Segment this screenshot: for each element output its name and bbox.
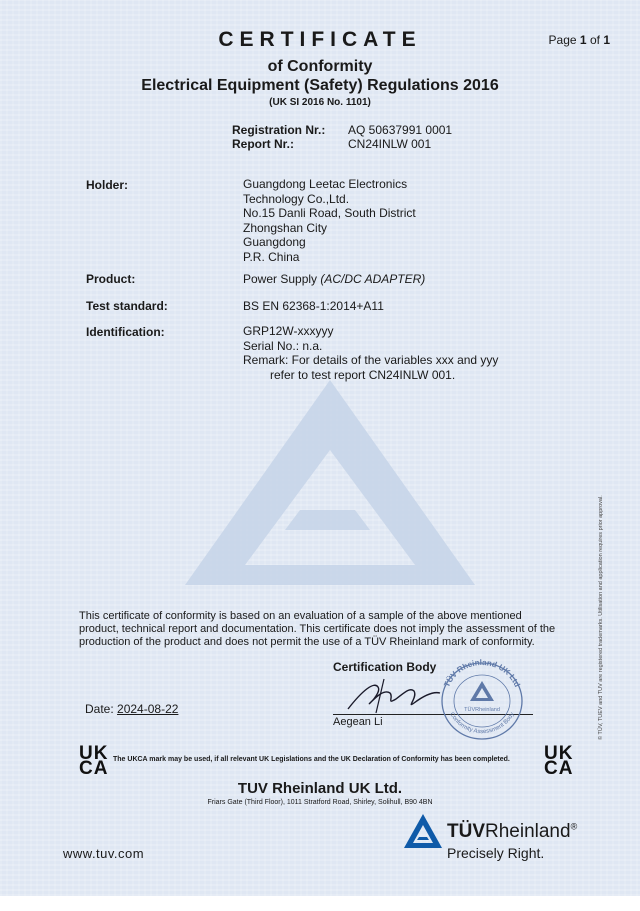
product-name: Power Supply [243, 272, 318, 286]
ukca-mark-top: UK [79, 743, 109, 764]
product-label: Product: [86, 272, 136, 286]
registration-value: AQ 50637991 0001 [348, 123, 453, 137]
subtitle-si-number: (UK SI 2016 No. 1101) [269, 97, 371, 108]
holder-label: Holder: [86, 178, 128, 192]
registration-label: Registration Nr.: [232, 123, 326, 137]
report-label: Report Nr.: [232, 137, 295, 151]
identification-line: refer to test report CN24INLW 001. [270, 367, 456, 382]
brand-registered: ® [570, 821, 578, 832]
date-label: Date: [85, 702, 114, 716]
stamp-bottom-text: Conformity Assessment Body [448, 711, 516, 736]
signer-name: Aegean Li [333, 716, 383, 728]
holder-line: Technology Co.,Ltd. [243, 191, 350, 206]
tuv-brand-wordmark [447, 821, 577, 843]
identification-line: Remark: For details of the variables xxx and yyy [243, 353, 499, 367]
subtitle-conformity: of Conformity [267, 58, 373, 75]
identification-block [243, 324, 498, 382]
report-value: CN24INLW 001 [348, 137, 432, 151]
trademark-note: © TÜV, TUEV and TUV are registered trademarks. Utilisation and application requires prior approval. [598, 495, 604, 740]
issuer-address: Friars Gate (Third Floor), 1011 Stratford Road, Shirley, Solihull, B90 4BN [207, 799, 433, 806]
product-value [243, 272, 425, 286]
page-indicator [549, 33, 610, 47]
bottom-margin [0, 896, 640, 911]
test-standard-label: Test standard: [86, 299, 168, 313]
certification-stamp [434, 657, 530, 741]
brand-slogan: Precisely Right. [447, 845, 545, 861]
page-current: 1 [579, 33, 587, 47]
certification-body-label: Certification Body [333, 660, 437, 674]
identification-line: Serial No.: n.a. [243, 338, 323, 353]
holder-line: Guangdong Leetac Electronics [243, 177, 408, 191]
date-field [85, 702, 178, 716]
product-type: (AC/DC ADAPTER) [320, 272, 426, 286]
ukca-note: The UKCA mark may be used, if all relevant UK Legislations and the UK Declaration of Conformity has been completed. [113, 756, 510, 763]
brand-rest: Rheinland [485, 821, 571, 842]
stamp-top-text: TÜV Rheinland UK Ltd [442, 657, 522, 689]
subtitle-regulations: Electrical Equipment (Safety) Regulations 2016 [141, 77, 499, 94]
page-label: Page [548, 33, 577, 47]
ukca-mark-left-icon [79, 743, 109, 779]
stamp-mid-text: TÜVRheinland [464, 707, 500, 713]
holder-line: Zhongshan City [243, 220, 328, 235]
page-total: 1 [603, 33, 610, 47]
website-link[interactable]: www.tuv.com [63, 846, 145, 861]
ukca-mark-bottom: CA [544, 758, 574, 779]
tuv-logo-triangle-icon [403, 813, 443, 849]
certificate-title: CERTIFICATE [218, 28, 422, 51]
identification-line: GRP12W-xxxyyy [243, 324, 334, 338]
holder-line: Guangdong [243, 235, 306, 249]
page-of: of [589, 33, 600, 47]
test-standard-value: BS EN 62368-1:2014+A11 [243, 299, 384, 313]
ukca-mark-bottom: CA [79, 758, 109, 779]
conformity-statement: This certificate of conformity is based on an evaluation of a sample of the above mentioned product, technical report and documentation. This certificate does not imply the assessment of the production of the product and does not permit the use of a TÜV Rheinland mark of conformity. [79, 610, 556, 648]
holder-address [243, 177, 416, 264]
tuv-triangle-watermark-icon [180, 370, 480, 590]
holder-line: P.R. China [243, 249, 300, 264]
issuer-company: TUV Rheinland UK Ltd. [237, 780, 403, 797]
identification-label: Identification: [86, 325, 165, 339]
ukca-mark-right-icon [544, 743, 574, 779]
holder-line: No.15 Danli Road, South District [243, 206, 416, 220]
brand-bold: TÜV [447, 821, 485, 842]
date-value: 2024-08-22 [117, 702, 179, 716]
ukca-mark-top: UK [544, 743, 574, 764]
